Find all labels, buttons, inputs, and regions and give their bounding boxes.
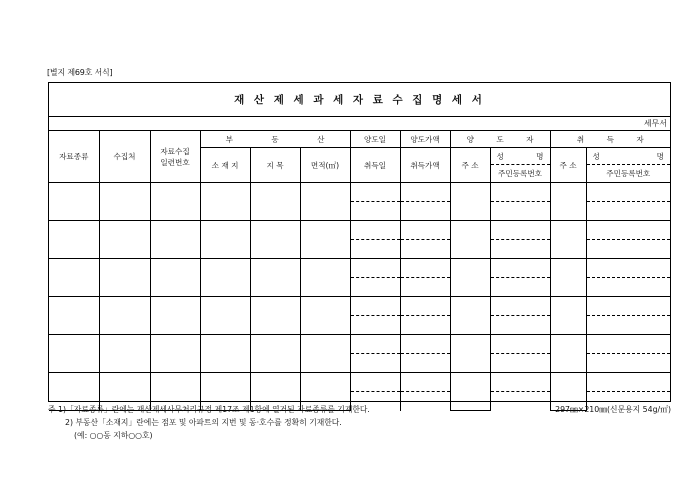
data-cell[interactable]	[200, 297, 250, 335]
footnotes	[48, 403, 671, 442]
data-cell[interactable]	[450, 183, 490, 221]
data-cell[interactable]	[300, 183, 350, 221]
data-cell[interactable]	[150, 221, 200, 259]
data-cell[interactable]	[350, 316, 400, 335]
data-cell[interactable]	[586, 354, 670, 373]
name-part-a: 성	[496, 151, 504, 161]
data-cell[interactable]	[350, 202, 400, 221]
note-2: 2) 부동산「소재지」란에는 점포 및 아파트의 지번 및 동·호수를 정확히 기재한다.	[65, 418, 342, 427]
data-cell[interactable]	[450, 297, 490, 335]
header-transferor-name	[490, 148, 550, 165]
data-cell[interactable]	[550, 221, 586, 259]
tax-office-label: 세무서	[643, 119, 667, 128]
data-cell[interactable]	[400, 316, 450, 335]
data-cell[interactable]	[150, 183, 200, 221]
data-cell[interactable]	[490, 354, 550, 373]
data-cell[interactable]	[350, 221, 400, 240]
header-transferor-resident-no: 주민등록번호	[490, 165, 550, 183]
header-transfer-date: 양도일	[350, 131, 400, 148]
data-cell[interactable]	[490, 259, 550, 278]
data-cell[interactable]	[586, 259, 670, 278]
data-cell[interactable]	[586, 316, 670, 335]
data-cell[interactable]	[49, 183, 99, 221]
paper-size: 297㎜×210㎜(신문용지 54g/㎡)	[555, 405, 671, 414]
data-cell[interactable]	[400, 373, 450, 392]
data-cell[interactable]	[350, 297, 400, 316]
data-cell[interactable]	[400, 259, 450, 278]
data-cell[interactable]	[586, 297, 670, 316]
data-cell[interactable]	[490, 183, 550, 202]
data-cell[interactable]	[200, 221, 250, 259]
data-cell[interactable]	[250, 259, 300, 297]
data-row	[49, 335, 670, 354]
data-cell[interactable]	[150, 259, 200, 297]
data-cell[interactable]	[400, 240, 450, 259]
data-cell[interactable]	[150, 297, 200, 335]
data-cell[interactable]	[350, 278, 400, 297]
data-cell[interactable]	[250, 335, 300, 373]
name-part-a: 성	[592, 151, 600, 161]
header-transferor-address: 주 소	[450, 148, 490, 183]
data-cell[interactable]	[350, 335, 400, 354]
data-cell[interactable]	[450, 259, 490, 297]
header-area: 면적(㎡)	[300, 148, 350, 183]
data-cell[interactable]	[200, 335, 250, 373]
data-cell[interactable]	[49, 335, 99, 373]
data-cell[interactable]	[250, 183, 300, 221]
data-cell[interactable]	[490, 316, 550, 335]
data-cell[interactable]	[250, 297, 300, 335]
data-row	[49, 183, 670, 202]
data-cell[interactable]	[490, 240, 550, 259]
header-collector: 수집처	[99, 131, 150, 183]
form-title: 재 산 제 세 과 세 자 료 수 집 명 세 서	[49, 83, 670, 117]
collection-statement-form	[48, 82, 671, 402]
data-cell[interactable]	[300, 335, 350, 373]
data-cell[interactable]	[550, 259, 586, 297]
data-cell[interactable]	[550, 183, 586, 221]
data-cell[interactable]	[49, 221, 99, 259]
header-land-category: 지 목	[250, 148, 300, 183]
header-data-type: 자료종류	[49, 131, 99, 183]
data-cell[interactable]	[490, 278, 550, 297]
data-cell[interactable]	[586, 183, 670, 202]
data-cell[interactable]	[400, 335, 450, 354]
data-cell[interactable]	[99, 335, 150, 373]
data-cell[interactable]	[400, 202, 450, 221]
data-cell[interactable]	[99, 183, 150, 221]
header-transfer-price: 양도가액	[400, 131, 450, 148]
collection-table	[49, 130, 670, 411]
data-cell[interactable]	[586, 221, 670, 240]
form-label: [별지 제69호 서식]	[47, 68, 113, 77]
data-cell[interactable]	[586, 373, 670, 392]
data-cell[interactable]	[200, 259, 250, 297]
data-cell[interactable]	[350, 240, 400, 259]
header-acquire-price: 취득가액	[400, 148, 450, 183]
data-cell[interactable]	[586, 335, 670, 354]
header-acquirer-name	[586, 148, 670, 165]
data-cell[interactable]	[49, 259, 99, 297]
data-cell[interactable]	[550, 297, 586, 335]
data-cell[interactable]	[586, 202, 670, 221]
data-cell[interactable]	[99, 221, 150, 259]
data-cell[interactable]	[400, 221, 450, 240]
data-cell[interactable]	[490, 221, 550, 240]
data-row	[49, 297, 670, 316]
data-cell[interactable]	[350, 259, 400, 278]
note-3: (예: ○○동 지하○○호)	[74, 431, 153, 440]
header-location: 소 재 지	[200, 148, 250, 183]
name-part-b: 명	[656, 151, 664, 161]
data-cell[interactable]	[99, 297, 150, 335]
data-cell[interactable]	[200, 183, 250, 221]
data-cell[interactable]	[350, 354, 400, 373]
data-cell[interactable]	[450, 335, 490, 373]
data-cell[interactable]	[490, 202, 550, 221]
data-cell[interactable]	[300, 297, 350, 335]
header-transferor: 양 도 자	[450, 131, 550, 148]
header-acquire-date: 취득일	[350, 148, 400, 183]
data-cell[interactable]	[400, 297, 450, 316]
data-cell[interactable]	[586, 240, 670, 259]
data-cell[interactable]	[150, 335, 200, 373]
data-cell[interactable]	[490, 335, 550, 354]
header-serial-line2: 일련번호	[160, 157, 190, 167]
data-cell[interactable]	[350, 183, 400, 202]
name-part-b: 명	[536, 151, 544, 161]
data-cell[interactable]	[586, 278, 670, 297]
data-cell[interactable]	[400, 183, 450, 202]
data-cell[interactable]	[250, 221, 300, 259]
data-cell[interactable]	[300, 259, 350, 297]
data-cell[interactable]	[49, 297, 99, 335]
data-cell[interactable]	[400, 278, 450, 297]
data-cell[interactable]	[350, 373, 400, 392]
data-cell[interactable]	[450, 221, 490, 259]
data-row	[49, 373, 670, 392]
note-1: 주 1)「자료종류」란에는 재산제세사무처리규정 제17조 제1항에 열거된 자료종류를 기재한다.	[48, 405, 370, 414]
header-acquirer-address: 주 소	[550, 148, 586, 183]
data-cell[interactable]	[490, 297, 550, 316]
data-row	[49, 259, 670, 278]
data-cell[interactable]	[550, 335, 586, 373]
data-cell[interactable]	[300, 221, 350, 259]
data-row	[49, 221, 670, 240]
header-acquirer-resident-no: 주민등록번호	[586, 165, 670, 183]
data-cell[interactable]	[400, 354, 450, 373]
header-serial	[150, 131, 200, 183]
header-serial-line1: 자료수집	[160, 146, 190, 156]
header-real-estate: 부 동 산	[200, 131, 350, 148]
data-cell[interactable]	[490, 373, 550, 392]
data-cell[interactable]	[99, 259, 150, 297]
header-acquirer: 취 득 자	[550, 131, 670, 148]
